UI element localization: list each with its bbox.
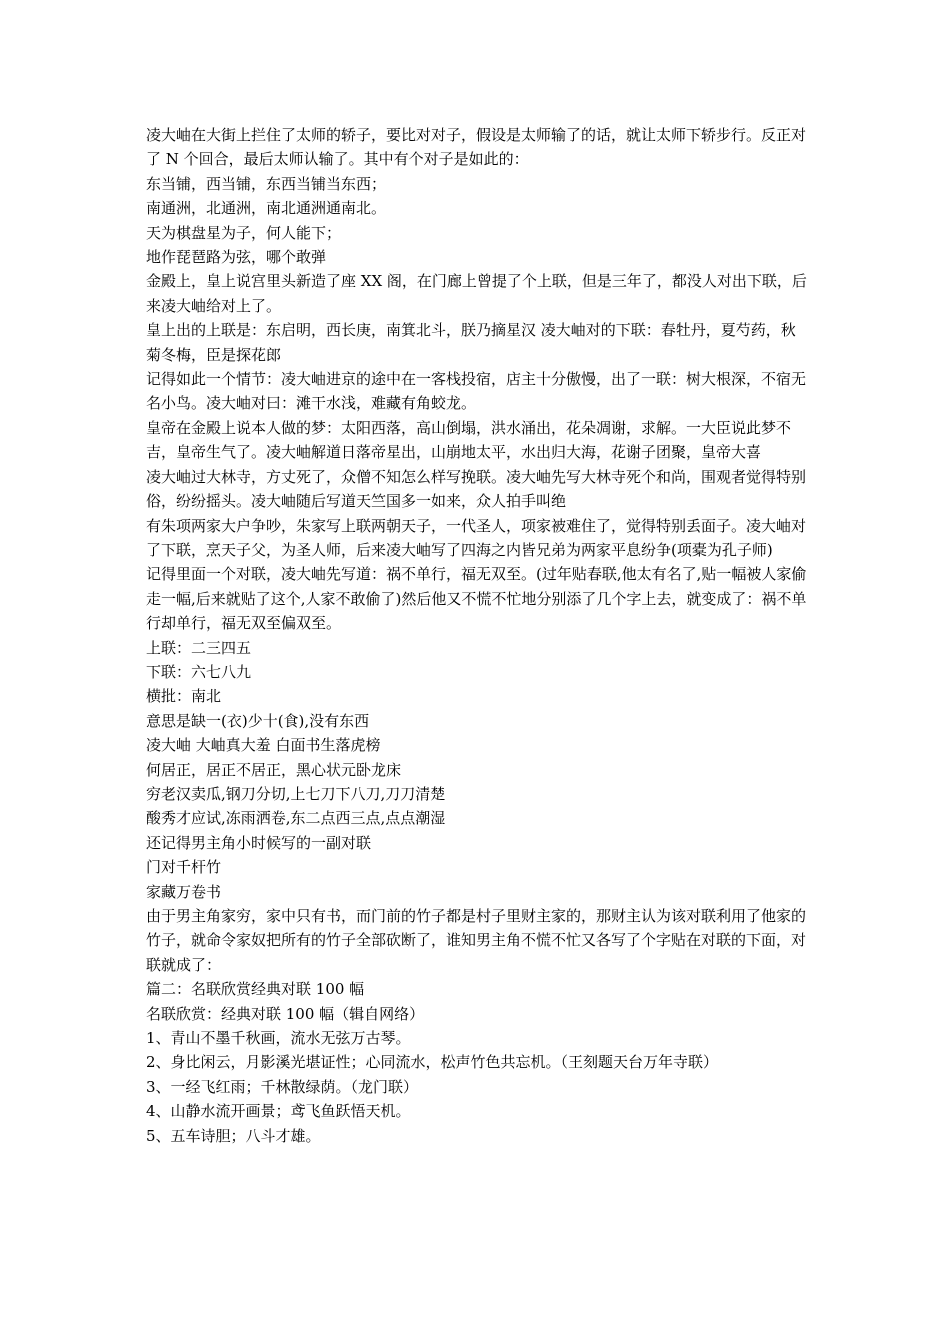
paragraph: 金殿上，皇上说宫里头新造了座 XX 阁，在门廊上曾提了个上联，但是三年了，都没人对出下联，后来凌大岫给对上了。 xyxy=(146,272,807,315)
paragraph: 记得如此一个情节：凌大岫进京的途中在一客栈投宿，店主十分傲慢，出了一联：树大根深，不宿无名小鸟。凌大岫对曰：滩干水浅，难藏有角蛟龙。 xyxy=(146,370,807,413)
paragraph: 门对千杆竹 xyxy=(146,858,222,877)
paragraph: 还记得男主角小时候写的一副对联 xyxy=(146,833,372,852)
list-item: 5、五车诗胆；八斗才雄。 xyxy=(146,1126,321,1145)
paragraph: 皇帝在金殿上说本人做的梦：太阳西落，高山倒塌，洪水涌出，花朵凋谢，求解。一大臣说此梦不吉，皇帝生气了。凌大岫解道日落帝星出，山崩地太平，水出归大海，花谢子团聚，皇帝大喜 xyxy=(146,418,792,462)
paragraph: 上联：二三四五 xyxy=(146,638,252,657)
paragraph: 皇上出的上联是：东启明，西长庚，南箕北斗，朕乃摘星汉 凌大岫对的下联：春牡丹，夏芍药，秋菊冬梅，臣是探花郎 xyxy=(146,321,796,364)
section-heading: 篇二：名联欣赏经典对联 100 幅 xyxy=(146,980,365,999)
list-item: 2、身比闲云，月影溪光堪证性；心同流水，松声竹色共忘机。（王刻题天台万年寺联） xyxy=(146,1053,719,1072)
paragraph: 由于男主角家穷，家中只有书，而门前的竹子都是村子里财主家的，那财主认为该对联利用了他家的竹子，就命令家奴把所有的竹子全部砍断了，谁知男主角不慌不忙又各写了个字贴在对联的下面，对联就成了： xyxy=(146,907,807,974)
paragraph: 横批：南北 xyxy=(146,687,222,706)
list-item: 4、山静水流开画景；鸢飞鱼跃悟天机。 xyxy=(146,1102,411,1121)
paragraph: 穷老汉卖瓜,钢刀分切,上七刀下八刀,刀刀清楚 xyxy=(146,784,446,803)
paragraph: 南通洲，北通洲，南北通洲通南北。 xyxy=(146,199,387,218)
paragraph: 名联欣赏：经典对联 100 幅（辑自网络） xyxy=(146,1004,425,1023)
paragraph: 意思是缺一(衣)少十(食),没有东西 xyxy=(146,711,370,730)
paragraph: 酸秀才应试,冻雨洒卷,东二点西三点,点点潮湿 xyxy=(146,809,446,828)
paragraph: 凌大岫 大岫真大羞 白面书生落虎榜 xyxy=(146,736,381,755)
paragraph: 家藏万卷书 xyxy=(146,882,222,901)
list-item: 1、青山不墨千秋画，流水无弦万古琴。 xyxy=(146,1029,411,1048)
list-item: 3、一经飞红雨；千林散绿荫。（龙门联） xyxy=(146,1077,419,1096)
paragraph: 天为棋盘星为子，何人能下； xyxy=(146,223,342,242)
paragraph: 下联：六七八九 xyxy=(146,662,252,681)
paragraph: 凌大岫在大街上拦住了太师的轿子，要比对对子，假设是太师输了的话，就让太师下轿步行。反正对了 N 个回合，最后太师认输了。其中有个对子是如此的： xyxy=(146,126,807,169)
paragraph: 有朱项两家大户争吵，朱家写上联两朝天子，一代圣人，项家被难住了，觉得特别丢面子。凌大岫对了下联，烹天子父，为圣人师，后来凌大岫写了四海之内皆兄弟为两家平息纷争(项橐为孔子师) xyxy=(146,516,807,559)
paragraph: 东当铺，西当铺，东西当铺当东西； xyxy=(146,174,387,193)
paragraph: 何居正，居正不居正，黑心状元卧龙床 xyxy=(146,760,402,779)
paragraph: 记得里面一个对联，凌大岫先写道：祸不单行，福无双至。(过年贴春联,他太有名了,贴一幅被人家偷走一幅,后来就贴了这个,人家不敢偷了)然后他又不慌不忙地分别添了几个字上去，就变成了：祸不单行却单行，福无双至偏双至。 xyxy=(146,565,807,633)
paragraph: 地作琵琶路为弦，哪个敢弹 xyxy=(146,248,327,267)
paragraph: 凌大岫过大林寺，方丈死了，众僧不知怎么样写挽联。凌大岫先写大林寺死个和尚，围观者觉得特别俗，纷纷摇头。凌大岫随后写道天竺国多一如来，众人拍手叫绝 xyxy=(146,467,807,511)
